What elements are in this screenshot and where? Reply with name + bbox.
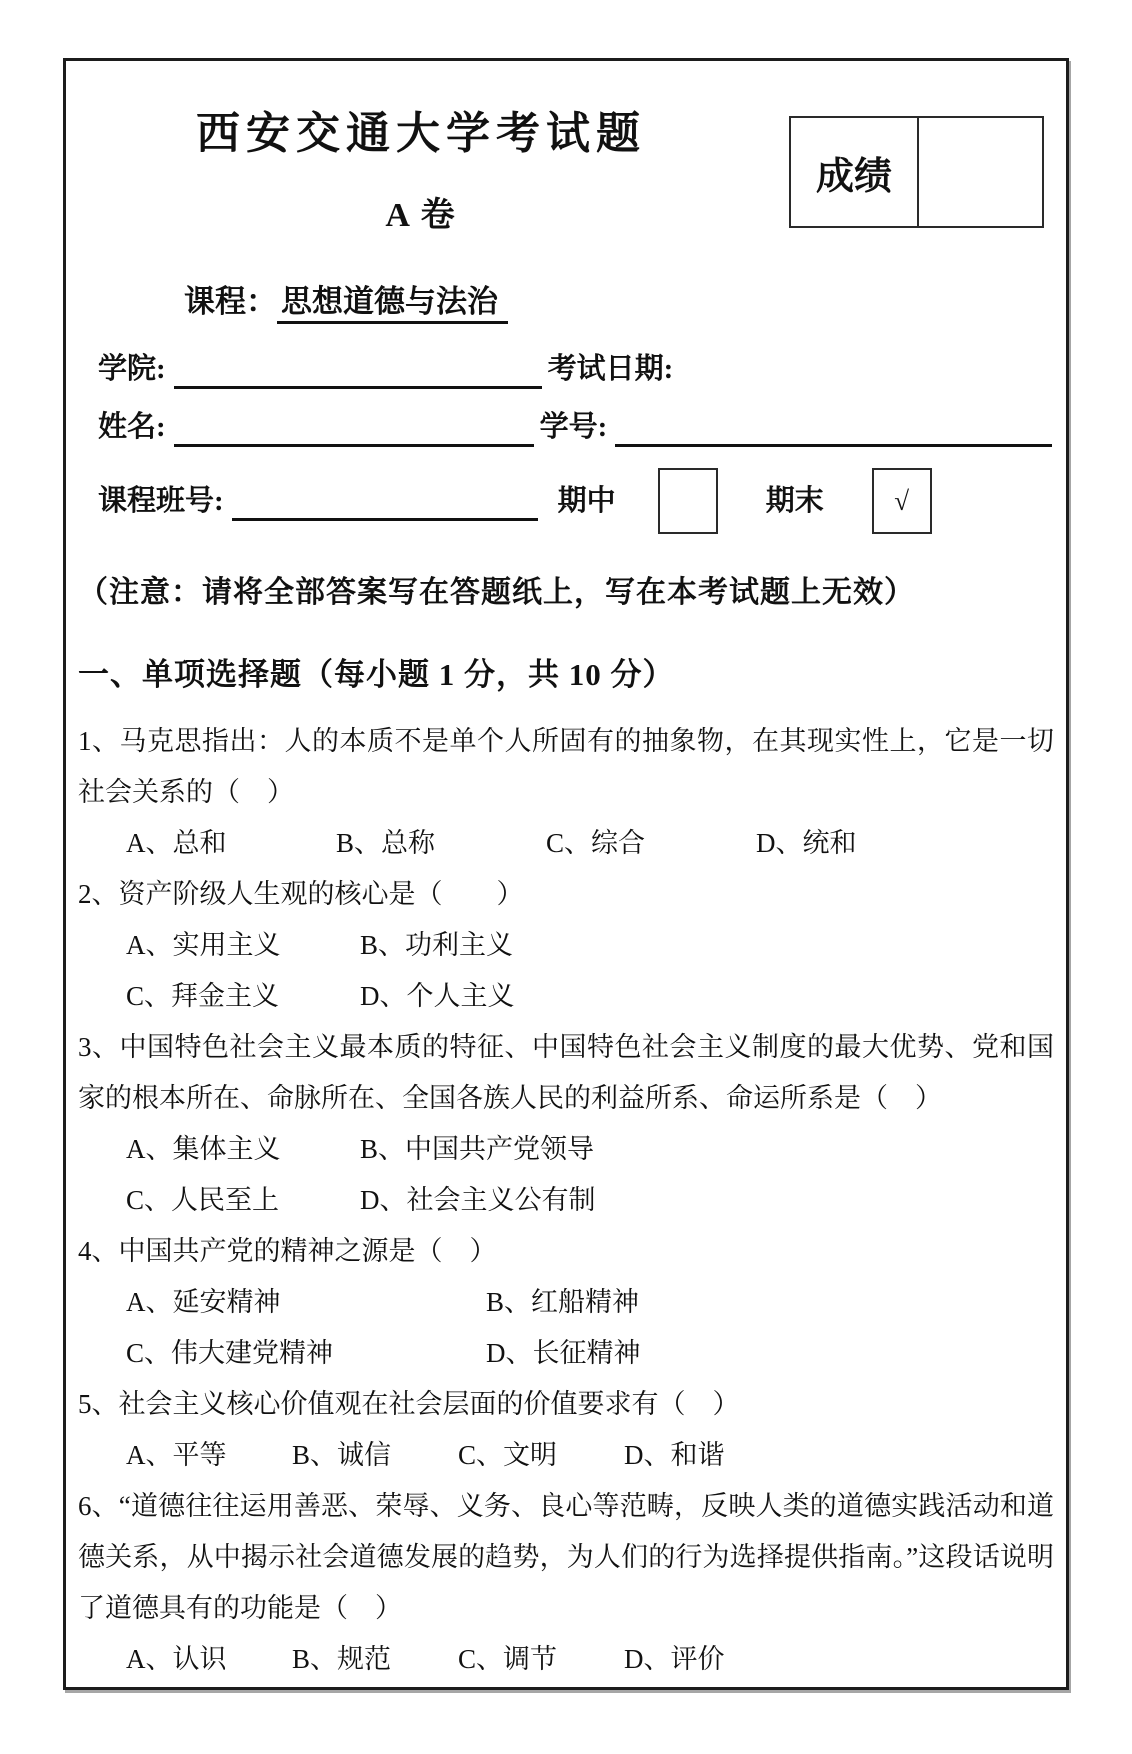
question-options [78,1124,1054,1175]
score-value-cell [919,118,1042,226]
question-options [78,1328,1054,1379]
check-icon: √ [894,485,910,516]
question-options [78,1430,1054,1481]
paper-version: A 卷 [385,197,457,234]
score-label: 成绩 [791,118,919,226]
school-blank-line [174,359,542,389]
option-c: C、人民至上 [126,1185,280,1215]
midterm-label: 期中 [557,485,616,517]
question-text: 4、中国共产党的精神之源是（ ） [78,1236,497,1266]
question-list [78,716,1054,1685]
option-a: A、认识 [126,1644,227,1674]
question-options [78,971,1054,1022]
option-b: B、红船精神 [486,1287,640,1317]
form-row-name [98,407,1052,447]
header-titles [76,61,766,236]
notice-text: （注意：请将全部答案写在答题纸上，写在本考试题上无效） [78,576,915,609]
option-a: A、平等 [126,1440,227,1470]
option-b: B、诚信 [292,1440,392,1470]
option-b: B、中国共产党领导 [360,1134,595,1164]
page-title: 西安交通大学考试题 [196,109,646,158]
course-name: 思想道德与法治 [277,284,508,324]
form-row-class [98,465,1052,537]
name-blank-line [174,417,534,447]
question-4 [78,1226,1054,1379]
school-label: 学院: [98,353,166,385]
final-label: 期末 [765,485,824,517]
option-d: D、评价 [624,1644,725,1674]
option-a: A、实用主义 [126,930,281,960]
student-info-form [98,349,1052,537]
question-5 [78,1379,1054,1481]
header [76,61,1056,236]
question-3 [78,1022,1054,1226]
question-text: 2、资产阶级人生观的核心是（ ） [78,879,524,909]
class-label: 课程班号: [98,485,224,517]
course-label: 课程： [184,284,277,319]
option-b: B、规范 [292,1644,392,1674]
option-a: A、集体主义 [126,1134,281,1164]
section-heading: 一、单项选择题（每小题 1 分，共 10 分） [78,657,675,692]
option-a: A、总和 [126,828,227,858]
option-d: D、社会主义公有制 [360,1185,596,1215]
course-line [184,276,1056,321]
option-d: D、长征精神 [486,1338,641,1368]
option-b: B、功利主义 [360,930,514,960]
option-c: C、伟大建党精神 [126,1338,334,1368]
option-c: C、拜金主义 [126,981,280,1011]
option-d: D、个人主义 [360,981,515,1011]
question-6 [78,1481,1054,1685]
option-a: A、延安精神 [126,1287,281,1317]
question-2 [78,869,1054,1022]
option-d: D、统和 [756,828,857,858]
form-row-school [98,349,1052,389]
option-c: C、文明 [458,1440,558,1470]
question-text: 6、“道德往往运用善恶、荣辱、义务、良心等范畴，反映人类的道德实践活动和道德关系，从中揭示社会道德发展的趋势，为人们的行为选择提供指南。”这段话说明了道德具有的功能是（ ） [78,1491,1054,1623]
exam-date-label: 考试日期: [547,353,674,385]
question-options [78,1634,1054,1685]
midterm-checkbox [658,468,718,534]
question-text: 5、社会主义核心价值观在社会层面的价值要求有（ ） [78,1389,740,1419]
exam-paper [63,58,1069,1690]
question-text: 1、马克思指出：人的本质不是单个人所固有的抽象物，在其现实性上，它是一切社会关系的（ ） [78,726,1054,807]
question-text: 3、中国特色社会主义最本质的特征、中国特色社会主义制度的最大优势、党和国家的根本所在、命脉所在、全国各族人民的利益所系、命运所系是（ ） [78,1032,1054,1113]
option-c: C、调节 [458,1644,558,1674]
final-checkbox [872,468,932,534]
option-c: C、综合 [546,828,646,858]
student-id-blank-line [615,417,1052,447]
score-box [789,116,1044,228]
class-blank-line [232,491,538,521]
question-options [78,818,1054,869]
question-options [78,1277,1054,1328]
option-d: D、和谐 [624,1440,725,1470]
option-b: B、总称 [336,828,436,858]
student-id-label: 学号: [539,411,608,443]
question-1 [78,716,1054,869]
question-options [78,1175,1054,1226]
name-label: 姓名: [98,411,166,443]
question-options [78,920,1054,971]
